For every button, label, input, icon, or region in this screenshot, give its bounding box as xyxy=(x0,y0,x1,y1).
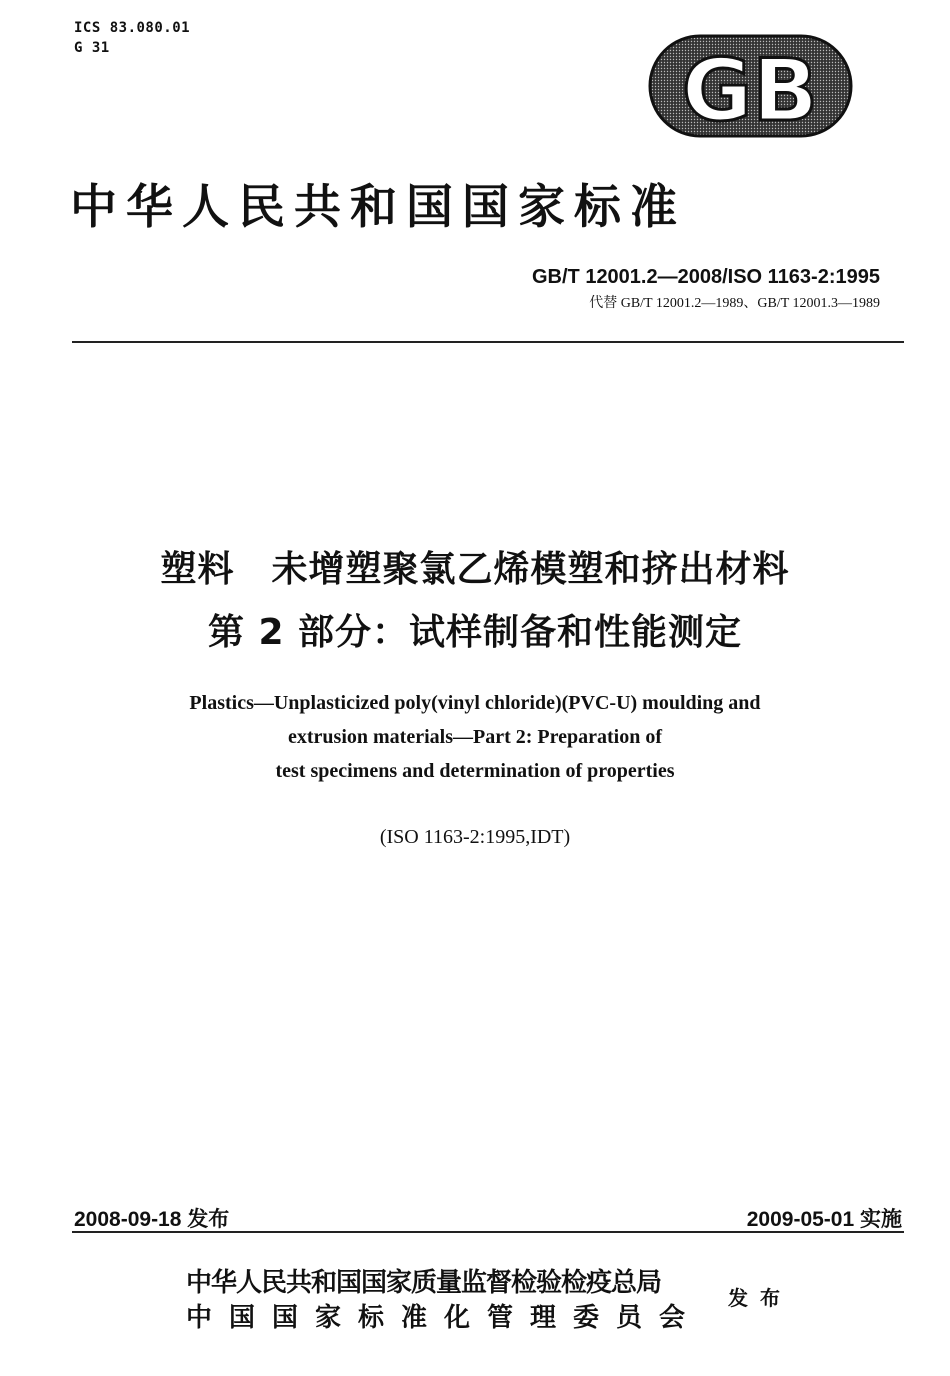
issue-date: 2008-09-18 发布 xyxy=(74,1208,230,1231)
classification-code: G 31 xyxy=(74,40,110,56)
publish-label: 发布 xyxy=(728,1286,792,1310)
title-cn-line2: 第 2 部分：试样制备和性能测定 xyxy=(207,612,743,653)
ics-code: ICS 83.080.01 xyxy=(74,20,191,36)
issuer-aqsiq: 中华人民共和国国家质量监督检验检疫总局 xyxy=(186,1268,662,1298)
replaces-note: 代替 GB/T 12001.2—1989、GB/T 12001.3—1989 xyxy=(589,296,880,311)
title-en-line1: Plastics—Unplasticized poly(vinyl chloride)(PVC-U) moulding and xyxy=(189,692,761,714)
standard-number: GB/T 12001.2—2008/ISO 1163-2:1995 xyxy=(531,266,880,288)
title-en-line3: test specimens and determination of properties xyxy=(275,760,675,782)
top-divider xyxy=(72,341,904,343)
title-cn-line1: 塑料 未增塑聚氯乙烯模塑和挤出材料 xyxy=(160,549,790,590)
bottom-divider xyxy=(72,1231,904,1233)
svg-text:GB: GB xyxy=(681,41,819,138)
iso-reference: (ISO 1163-2:1995,IDT) xyxy=(379,826,571,848)
gb-logo xyxy=(648,34,853,138)
issuer-sac: 中国国家标准化管理委员会 xyxy=(186,1303,703,1333)
national-standard-title: 中华人民共和国国家标准 xyxy=(70,180,686,235)
implement-date: 2009-05-01 实施 xyxy=(746,1208,902,1231)
title-en-line2: extrusion materials—Part 2: Preparation of xyxy=(288,726,662,748)
